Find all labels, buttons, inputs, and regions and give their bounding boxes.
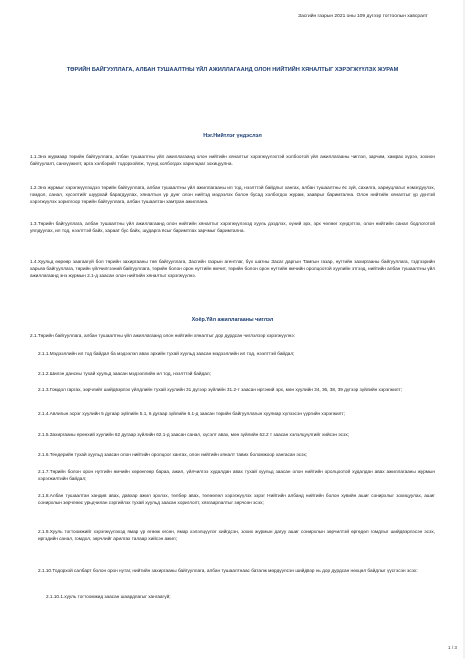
paragraph-2-1-3: 2.1.3.Гомдол гаргах, зөрчлийг шийдвэрлэх үйлдлийн тухай хуулийн 31 дүгээр зүйлийн 31.2-т заасан иргэний эрх, мөн хуулийн 34, 36, 38, 39 дүгээр зүйлийн хэрэгжилт; [38, 387, 402, 392]
paragraph-2-1-10-1: 2.1.10.1.хууль тогтоомжид заасан шаардлагыг хангаагүй; [46, 594, 171, 599]
paragraph-2-1-6: 2.1.6.Тендерийн тухай хуульд заасан олон нийтийн оролцоог хангах, олон нийтийн хяналт тавих боломжоор хангасан эсэх; [38, 452, 308, 457]
page-number: 1 / 3 [448, 645, 457, 650]
paragraph-2-1-5: 2.1.5.Захиргааны ерөнхий хуулийн 62 дугаар зүйлийн 62.1-д заасан санал, хүсэлт авах, мөн зүйлийн 62.2 т заасан хэлэлцүүлгийг хийсэн эсэх; [38, 432, 350, 437]
paragraph-2-1-7: 2.1.7.Төрийн болон орон нутгийн өмчийн хөрөнгөөр бараа, ажил, үйлчилгээ худалдан авах тухай хуульд заасан олон нийтийн оролцоотой худалдан авах ажиллагааны журмын хэрэгжилтийн байдал; [38, 469, 435, 482]
paragraph-2-1: 2.1.Төрийн байгууллага, албан тушаалтны үйл ажиллагаанд олон нийтийн хяналтыг дор дурдсан чиглэлээр хэрэгжүүлнэ: [30, 333, 295, 338]
header-note: Засгийн газрын 2021 оны 109 дүгээр тогтоолын хавсралт [298, 14, 428, 19]
paragraph-1-4: 1.4.Хуульд өөрөөр заагаагүй бол төрийн захиргааны төв байгууллага, Засгийн газрын агентлаг, бүх шатны Засаг даргын Тамгын газар, нутгийн захиргааны байгууллага, тэдгээрийн харьяа байгууллага, төрийн үйлчилгээний байгууллага, төрийн болон орон нутгийн өмчит, төрийн болон орон нутгийн өмчийн оролцоотой хуулийн этгээд, нийтийн албан тушаалтны үйл ажиллагаанд энэ журмын 2.1-д заасан олон нийтийн хяналтыг хэрэгжүүлнэ. [30, 259, 435, 279]
paragraph-2-1-9: 2.1.9.Хууль тогтоомжийг хэрэгжүүлэхэд ямар үр өгөөж өгсөн, ямар хэлэлцүүлэг хийгдсэн, зохих журмын дагуу ашиг сонирхлын зөрчилтэй өргөдөл гомдлыг шийдвэрлэсэн эсэх, иргэдийн санал, гомдол, зөрчлийг арилгах талаар хийсэн ажил; [38, 529, 435, 542]
paragraph-2-1-1: 2.1.1.Мэдээллийн ил тод байдал ба мэдээлэл авах эрхийн тухай хуульд заасан мэдээллийн ил тод, нээлттэй байдал; [38, 351, 295, 356]
chapter-2-heading: Хоёр.Үйл ажиллагааны чиглэл [191, 317, 274, 323]
paragraph-2-1-10: 2.1.10.Тодорхой салбарт болон орон нутаг, нийтийн захиргааны байгууллага, албан тушаалтнаас баталж мөрдүүлсэн шийдвэр нь дор дурдсан нөхцөл байдлыг үүсгэсэн эсэх: [38, 568, 418, 573]
paragraph-1-3: 1.3.Төрийн байгууллага, албан тушаалтны үйл ажиллагаанд олон нийтийн хяналтыг хэрэгжүүлэхэд хууль дээдлэх, хүний эрх, эрх чөлөөг хүндэтгэх, олон нийтийн санал бодлоготой уялдуулах, ил тод, нээлттэй байх, хараат бус байх, шударга ёсыг баримтлах зарчмыг баримтална. [30, 221, 435, 234]
document-title: ТӨРИЙН БАЙГУУЛЛАГА, АЛБАН ТУШААЛТНЫ ҮЙЛ АЖИЛЛАГААНД ОЛОН НИЙТИЙН ХЯНАЛТЫГ ХЭРЭГЖҮҮЛЭХ ЖУРАМ [66, 67, 399, 73]
paragraph-1-2: 1.2.Энэ журмыг хэрэгжүүлэхдээ төрийн байгууллага, албан тушаалтны үйл ажиллагааны ил тод, нээлттэй байдлыг хангах, албан тушаалтны ёс зүй, сахилга, хариуцлагыг нэмэгдүүлэх, гомдол, санал, хүсэлтийг шуурхай барагдуулах, хяналтын үр дүнг олон нийтэд мэдээлэх болон бусад холбогдох журам, зааврыг баримтална. Олон нийтийн хяналтыг үр дүнтэй хэрэгжүүлэх зорилгоор төрийн байгууллага, албан тушаалтан хамтран ажиллана. [30, 185, 435, 205]
paragraph-2-1-8: 2.1.8.Албан тушаалтан хандив авах, давхар ажил эрхлэх, төлбөр авах, төлөөлөл хэрэгжүүлэх зэрэг Нийтийн албанд нийтийн болон хувийн ашиг сонирхлыг зохицуулах, ашиг сонирхлын зөрчлөөс урьдчилан сэргийлэх тухай хуульд заасан хориглолт, хязгаарлалтыг зөрчсөн эсэх; [38, 493, 435, 506]
paragraph-1-1: 1.1.Энэ журмаар төрийн байгууллага, албан тушаалтны үйл ажиллагаанд олон нийтийн хяналтыг хэрэгжүүлэхтэй холбоотой үйл ажиллагааны чиглэл, зарчим, хамрах хүрээ, зохион байгуулалт, санхүүжилт, арга хэлбэрийг тодорхойлж, түүнд холбогдох харилцааг зохицуулна. [30, 154, 435, 167]
paragraph-2-1-4: 2.1.4.Авлигын эсрэг хуулийн 5 дугаар зүйлийн 5.1, 6 дугаар зүйлийн 6.1-д заасан төрийн байгууллагын хуулиар хүлээсэн үүргийн хэрэгжилт; [38, 411, 345, 416]
chapter-1-heading: Нэг.Нийтлэг үндэслэл [203, 133, 262, 139]
paragraph-2-1-2: 2.1.2.Шилэн дансны тухай хуульд заасан мэдээллийн ил тод, нээлттэй байдал; [38, 371, 211, 376]
